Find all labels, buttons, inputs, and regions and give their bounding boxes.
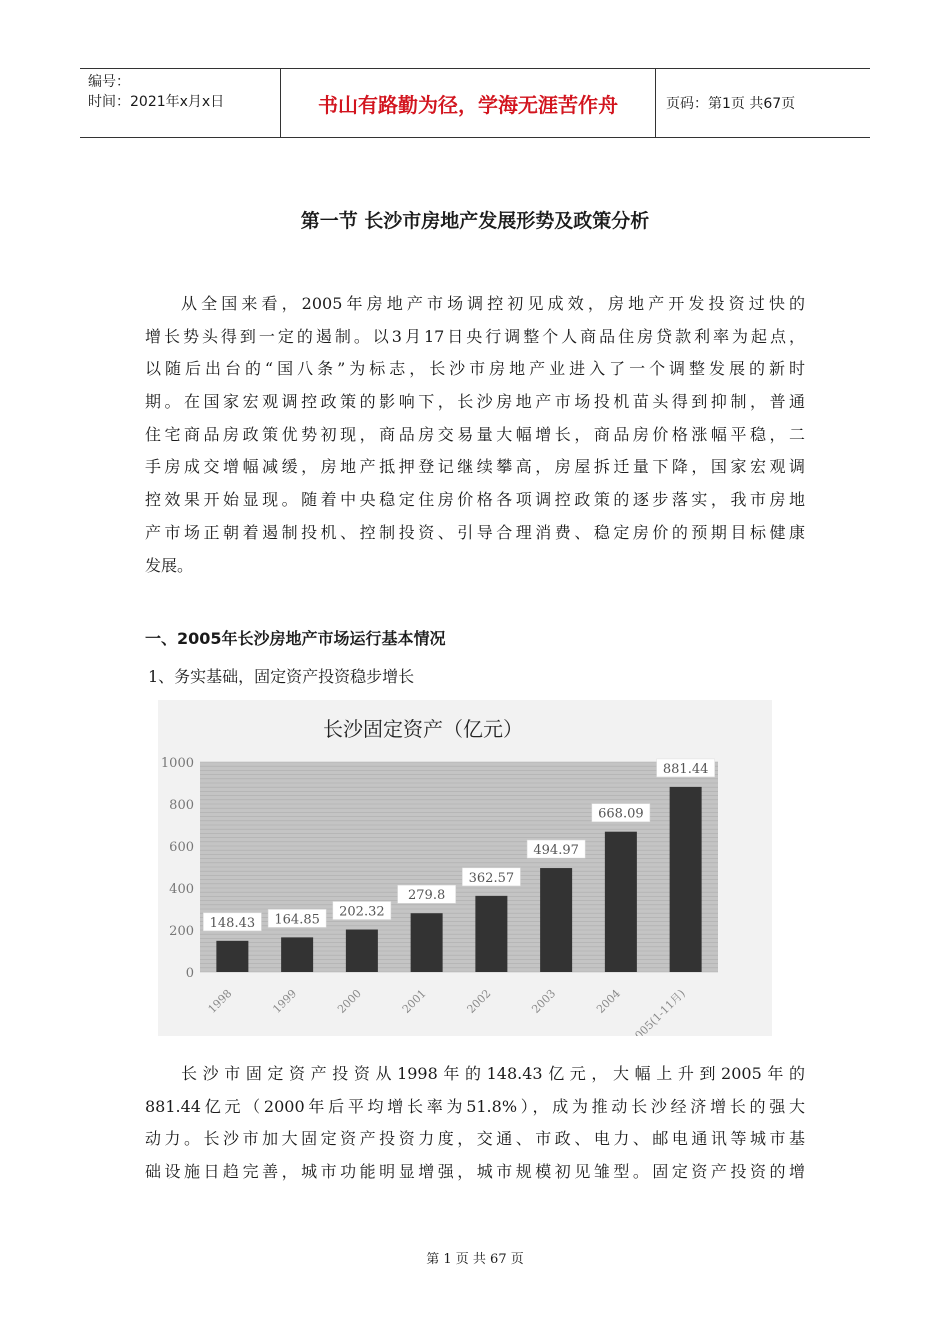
paragraph-line: 从全国来看，2005年房地产市场调控初见成效，房地产开发投资过快的 [181,294,805,313]
time-label: 时间：2021年x月x日 [88,94,225,110]
fixed-asset-chart [158,700,772,1036]
sub-heading: 1、务实基础，固定资产投资稳步增长 [148,667,415,686]
data-label: 148.43 [209,915,256,931]
bar [475,896,507,972]
page-footer: 第 1 页 共 67 页 [426,1252,524,1267]
x-tick-label: 2000 [335,986,364,1016]
paragraph-line: 发展。 [145,555,194,575]
header-info-cell [80,69,280,137]
bar [540,868,572,972]
motto: 书山有路勤为径，学海无涯苦作舟 [280,69,656,137]
paragraph-line: 动力。长沙市加大固定资产投资力度，交通、市政、电力、邮电通讯等城市基 [145,1129,805,1149]
analysis-paragraph [145,1058,805,1189]
y-tick-label: 600 [169,840,194,855]
x-tick-label: 2005(1-11月) [627,986,688,1036]
data-label: 362.57 [468,870,515,886]
data-label: 668.09 [598,806,644,822]
paragraph-line: 881.44亿元（2000年后平均增长率为51.8%），成为推动长沙经济增长的强大 [145,1096,805,1116]
data-label: 202.32 [339,904,385,920]
paragraph-line: 手房成交增幅减缓，房地产抵押登记继续攀高，房屋拆迁量下降，国家宏观调 [145,457,805,477]
section-title: 第一节 长沙市房地产发展形势及政策分析 [300,210,650,232]
y-tick-label: 1000 [160,756,194,771]
bar [411,913,443,972]
paragraph-line: 长沙市固定资产投资从1998年的148.43亿元，大幅上升到2005年的 [181,1064,805,1083]
data-label: 494.97 [533,843,579,859]
bar [605,832,637,972]
paragraph-line: 住宅商品房政策优势初现，商品房交易量大幅增长，商品房价格涨幅平稳，二 [145,424,805,444]
page-info: 页码：第1页 共67页 [666,96,796,112]
x-tick-label: 2003 [529,986,559,1016]
bar [216,941,248,972]
bar [281,937,313,972]
paragraph-line: 增长势头得到一定的遏制。以3月17日央行调整个人商品住房贷款利率为起点， [145,326,805,346]
chart-svg [158,700,772,1036]
x-tick-label: 2004 [594,986,623,1016]
paragraph-line: 以随后出台的“国八条”为标志，长沙市房地产业进入了一个调整发展的新时 [145,359,805,379]
data-label: 881.44 [662,761,709,777]
y-tick-label: 0 [185,966,194,981]
y-tick-label: 400 [169,882,194,897]
x-tick-label: 1999 [270,986,300,1016]
header-table [80,68,870,138]
code-label: 编号： [88,74,130,90]
y-tick-label: 800 [169,798,194,813]
bar [670,787,702,972]
chart-title: 长沙固定资产（亿元） [323,717,523,741]
paragraph-line: 产市场正朝着遏制投机、控制投资、引导合理消费、稳定房价的预期目标健康 [145,522,805,542]
x-tick-label: 2002 [464,986,494,1016]
paragraph-line: 础设施日趋完善，城市功能明显增强，城市规模初见雏型。固定资产投资的增 [145,1162,805,1182]
x-tick-label: 1998 [205,986,235,1016]
x-tick-label: 2001 [399,986,429,1016]
y-tick-label: 200 [169,924,194,939]
bar [346,930,378,972]
paragraph-line: 控效果开始显现。随着中央稳定住房价格各项调控政策的逐步落实，我市房地 [145,490,805,510]
paragraph-line: 期。在国家宏观调控政策的影响下，长沙房地产市场投机苗头得到抑制，普通 [145,392,805,412]
section-heading: 一、2005年长沙房地产市场运行基本情况 [145,629,446,648]
data-label: 164.85 [274,912,320,928]
intro-paragraph [145,288,805,582]
data-label: 279.8 [408,888,446,904]
